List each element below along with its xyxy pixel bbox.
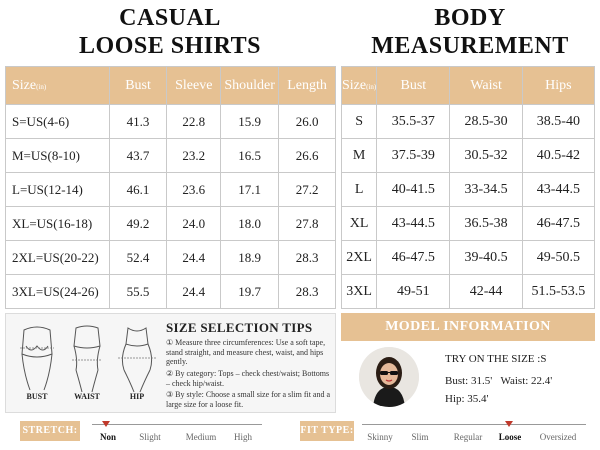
header-shoulder: Shoulder [221,67,279,105]
header-size: Size(in) [6,67,110,105]
cell-bust: 40-41.5 [377,173,450,207]
cell-bust: 43-44.5 [377,207,450,241]
model-info-panel [341,341,595,413]
header-size-unit: (in) [366,82,377,91]
cell-size: S=US(4-6) [6,105,110,139]
cell-hips: 49-50.5 [522,241,594,275]
bust-figure-icon [12,324,62,394]
fit-option-regular: Regular [453,432,483,442]
table-row [6,275,336,309]
table-row [6,105,336,139]
cell-sleeve: 24.4 [167,241,221,275]
model-try-on-size: TRY ON THE SIZE :S [445,353,547,365]
header-hips: Hips [522,67,594,105]
tip-item-measure: ① Measure three circumferences: Use a soft tape, stand straight, and measure chest, waist, and hips gently. [166,338,326,366]
cell-size: XL=US(16-18) [6,207,110,241]
shirt-size-table [5,66,336,309]
fit-scale-line [362,424,586,425]
cell-hips: 38.5-40 [522,105,594,139]
header-bust: Bust [377,67,450,105]
header-bust: Bust [109,67,167,105]
cell-shoulder: 17.1 [221,173,279,207]
cell-size: 2XL=US(20-22) [6,241,110,275]
cell-bust: 55.5 [109,275,167,309]
cell-size: M [342,139,377,173]
cell-bust: 35.5-37 [377,105,450,139]
left-title [0,4,340,60]
cell-hips: 51.5-53.5 [522,275,594,309]
hip-figure-icon [112,324,162,394]
cell-length: 28.3 [279,275,336,309]
model-portrait-icon [359,347,419,407]
fit-marker-icon [505,421,513,427]
cell-bust: 49.2 [109,207,167,241]
tips-title: SIZE SELECTION TIPS [166,320,313,335]
table-row [6,241,336,275]
table-row [342,241,595,275]
cell-sleeve: 23.6 [167,173,221,207]
cell-length: 27.8 [279,207,336,241]
stretch-option-medium: Medium [185,432,217,442]
stretch-scale-line [92,424,262,425]
cell-size: 2XL [342,241,377,275]
cell-hips: 46-47.5 [522,207,594,241]
cell-bust: 49-51 [377,275,450,309]
cell-length: 28.3 [279,241,336,275]
header-sleeve: Sleeve [167,67,221,105]
table-row [342,207,595,241]
cell-length: 27.2 [279,173,336,207]
cell-size: 3XL=US(24-26) [6,275,110,309]
cell-bust: 52.4 [109,241,167,275]
table-row [6,207,336,241]
cell-shoulder: 15.9 [221,105,279,139]
cell-hips: 43-44.5 [522,173,594,207]
model-photo [359,347,419,407]
cell-size: M=US(8-10) [6,139,110,173]
model-info-title: MODEL INFORMATION [341,313,595,341]
fit-option-oversized: Oversized [539,432,577,442]
cell-size: S [342,105,377,139]
fit-option-loose: Loose [498,432,522,442]
header-waist: Waist [450,67,522,105]
bust-figure-label: BUST [26,392,48,401]
cell-waist: 39-40.5 [450,241,522,275]
model-measure-line1 [445,375,552,387]
hip-figure-label: HIP [129,392,145,401]
fit-option-slim: Slim [411,432,429,442]
cell-sleeve: 24.4 [167,275,221,309]
stretch-option-high: High [234,432,252,442]
cell-bust: 41.3 [109,105,167,139]
header-size-unit: (in) [36,82,47,91]
table-row [342,275,595,309]
cell-bust: 37.5-39 [377,139,450,173]
header-length: Length [279,67,336,105]
model-bust: Bust: 31.5' [445,375,493,387]
tip-item-category: ② By category: Tops – check chest/waist; Bottoms – check hip/waist. [166,369,330,388]
cell-waist: 28.5-30 [450,105,522,139]
model-waist: Waist: 22.4' [500,375,553,387]
cell-bust: 43.7 [109,139,167,173]
cell-shoulder: 19.7 [221,275,279,309]
table-row [6,173,336,207]
body-measurement-table [341,66,595,309]
cell-size: L=US(12-14) [6,173,110,207]
body-table-header [342,67,595,105]
waist-figure-label: WAIST [74,392,100,401]
table-row [342,105,595,139]
right-title [340,4,600,60]
stretch-label: STRETCH: [20,421,80,441]
cell-bust: 46.1 [109,173,167,207]
cell-sleeve: 24.0 [167,207,221,241]
cell-size: XL [342,207,377,241]
size-tips-panel [5,313,336,413]
cell-waist: 33-34.5 [450,173,522,207]
fit-type-label: FIT TYPE: [300,421,354,441]
tip-item-style: ③ By style: Choose a small size for a slim fit and a large size for a loose fit. [166,390,331,409]
cell-bust: 46-47.5 [377,241,450,275]
left-title-line2: LOOSE SHIRTS [79,33,261,59]
cell-waist: 30.5-32 [450,139,522,173]
table-row [342,139,595,173]
stretch-option-non: Non [99,432,116,442]
left-title-line1: CASUAL [119,5,221,31]
cell-shoulder: 18.9 [221,241,279,275]
cell-shoulder: 18.0 [221,207,279,241]
right-title-line1: BODY [434,5,506,31]
right-title-line2: MEASUREMENT [371,33,569,59]
fit-option-skinny: Skinny [367,432,393,442]
cell-size: 3XL [342,275,377,309]
cell-shoulder: 16.5 [221,139,279,173]
cell-size: L [342,173,377,207]
stretch-marker-icon [102,421,110,427]
cell-waist: 42-44 [450,275,522,309]
cell-sleeve: 23.2 [167,139,221,173]
cell-sleeve: 22.8 [167,105,221,139]
cell-length: 26.0 [279,105,336,139]
table-row [342,173,595,207]
cell-waist: 36.5-38 [450,207,522,241]
stretch-option-slight: Slight [139,432,161,442]
model-hip: Hip: 35.4' [445,393,489,405]
table-row [6,139,336,173]
waist-figure-icon [62,324,112,394]
shirt-table-header [6,67,336,105]
cell-hips: 40.5-42 [522,139,594,173]
cell-length: 26.6 [279,139,336,173]
header-size: Size(in) [342,67,377,105]
